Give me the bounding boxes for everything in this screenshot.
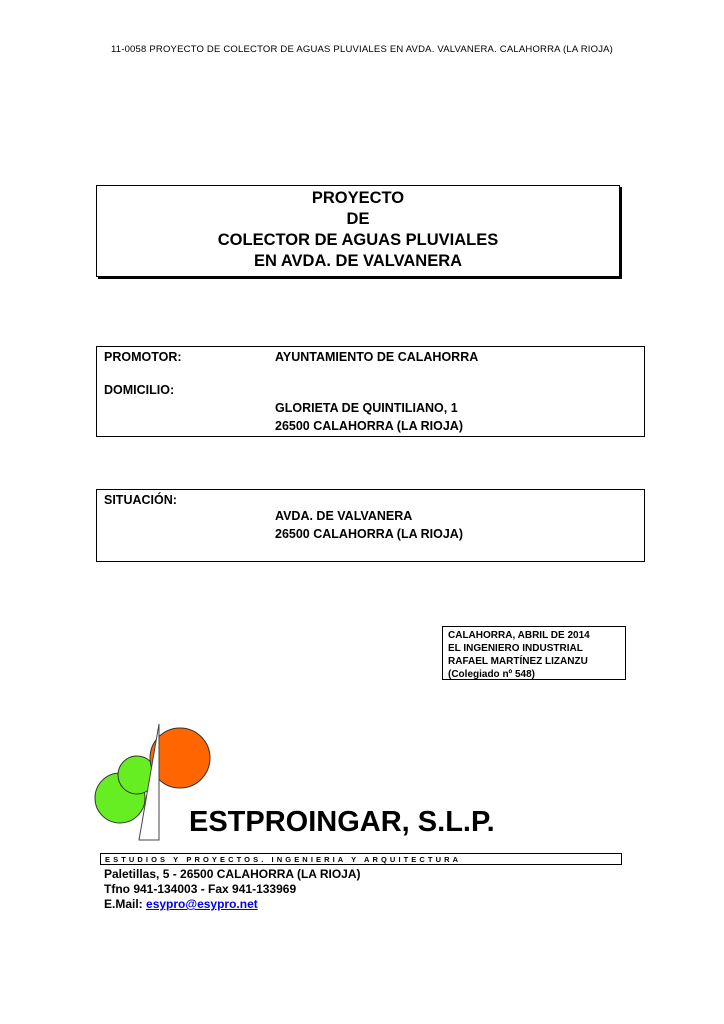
promotor-label: PROMOTOR:: [104, 350, 182, 364]
promotor-box: [96, 346, 645, 437]
signature-role: EL INGENIERO INDUSTRIAL: [448, 643, 583, 654]
promotor-value: AYUNTAMIENTO DE CALAHORRA: [275, 350, 479, 364]
title-line-2: DE: [346, 210, 370, 228]
document-header: 11-0058 PROYECTO DE COLECTOR DE AGUAS PLUVIALES EN AVDA. VALVANERA. CALAHORRA (LA RIOJA): [110, 44, 614, 55]
company-phone: Tfno 941-134003 - Fax 941-133969: [104, 882, 297, 896]
project-title-box: [96, 185, 620, 277]
title-line-4: EN AVDA. DE VALVANERA: [253, 252, 463, 270]
email-label: E.Mail:: [104, 897, 143, 911]
company-name: ESTPROINGAR, S.L.P.: [189, 806, 495, 838]
title-line-1: PROYECTO: [311, 189, 405, 207]
company-email-row: [104, 897, 258, 911]
situacion-box: [96, 489, 645, 562]
situacion-label: SITUACIÓN:: [104, 493, 177, 507]
domicilio-line-1: GLORIETA DE QUINTILIANO, 1: [275, 401, 458, 415]
email-link[interactable]: esypro@esypro.net: [146, 897, 258, 911]
signature-box: [442, 626, 626, 680]
signature-name: RAFAEL MARTÍNEZ LIZANZU: [448, 656, 588, 667]
situacion-line-1: AVDA. DE VALVANERA: [275, 509, 413, 523]
domicilio-line-2: 26500 CALAHORRA (LA RIOJA): [275, 419, 463, 433]
signature-place-date: CALAHORRA, ABRIL DE 2014: [448, 630, 590, 641]
situacion-line-2: 26500 CALAHORRA (LA RIOJA): [275, 527, 463, 541]
company-tagline: ESTUDIOS Y PROYECTOS. INGENIERIA Y ARQUITECTURA: [100, 853, 622, 865]
domicilio-label: DOMICILIO:: [104, 383, 175, 397]
company-address: Paletillas, 5 - 26500 CALAHORRA (LA RIOJA): [104, 867, 361, 881]
signature-colegiado: (Colegiado nº 548): [448, 669, 535, 680]
title-line-3: COLECTOR DE AGUAS PLUVIALES: [217, 231, 499, 249]
